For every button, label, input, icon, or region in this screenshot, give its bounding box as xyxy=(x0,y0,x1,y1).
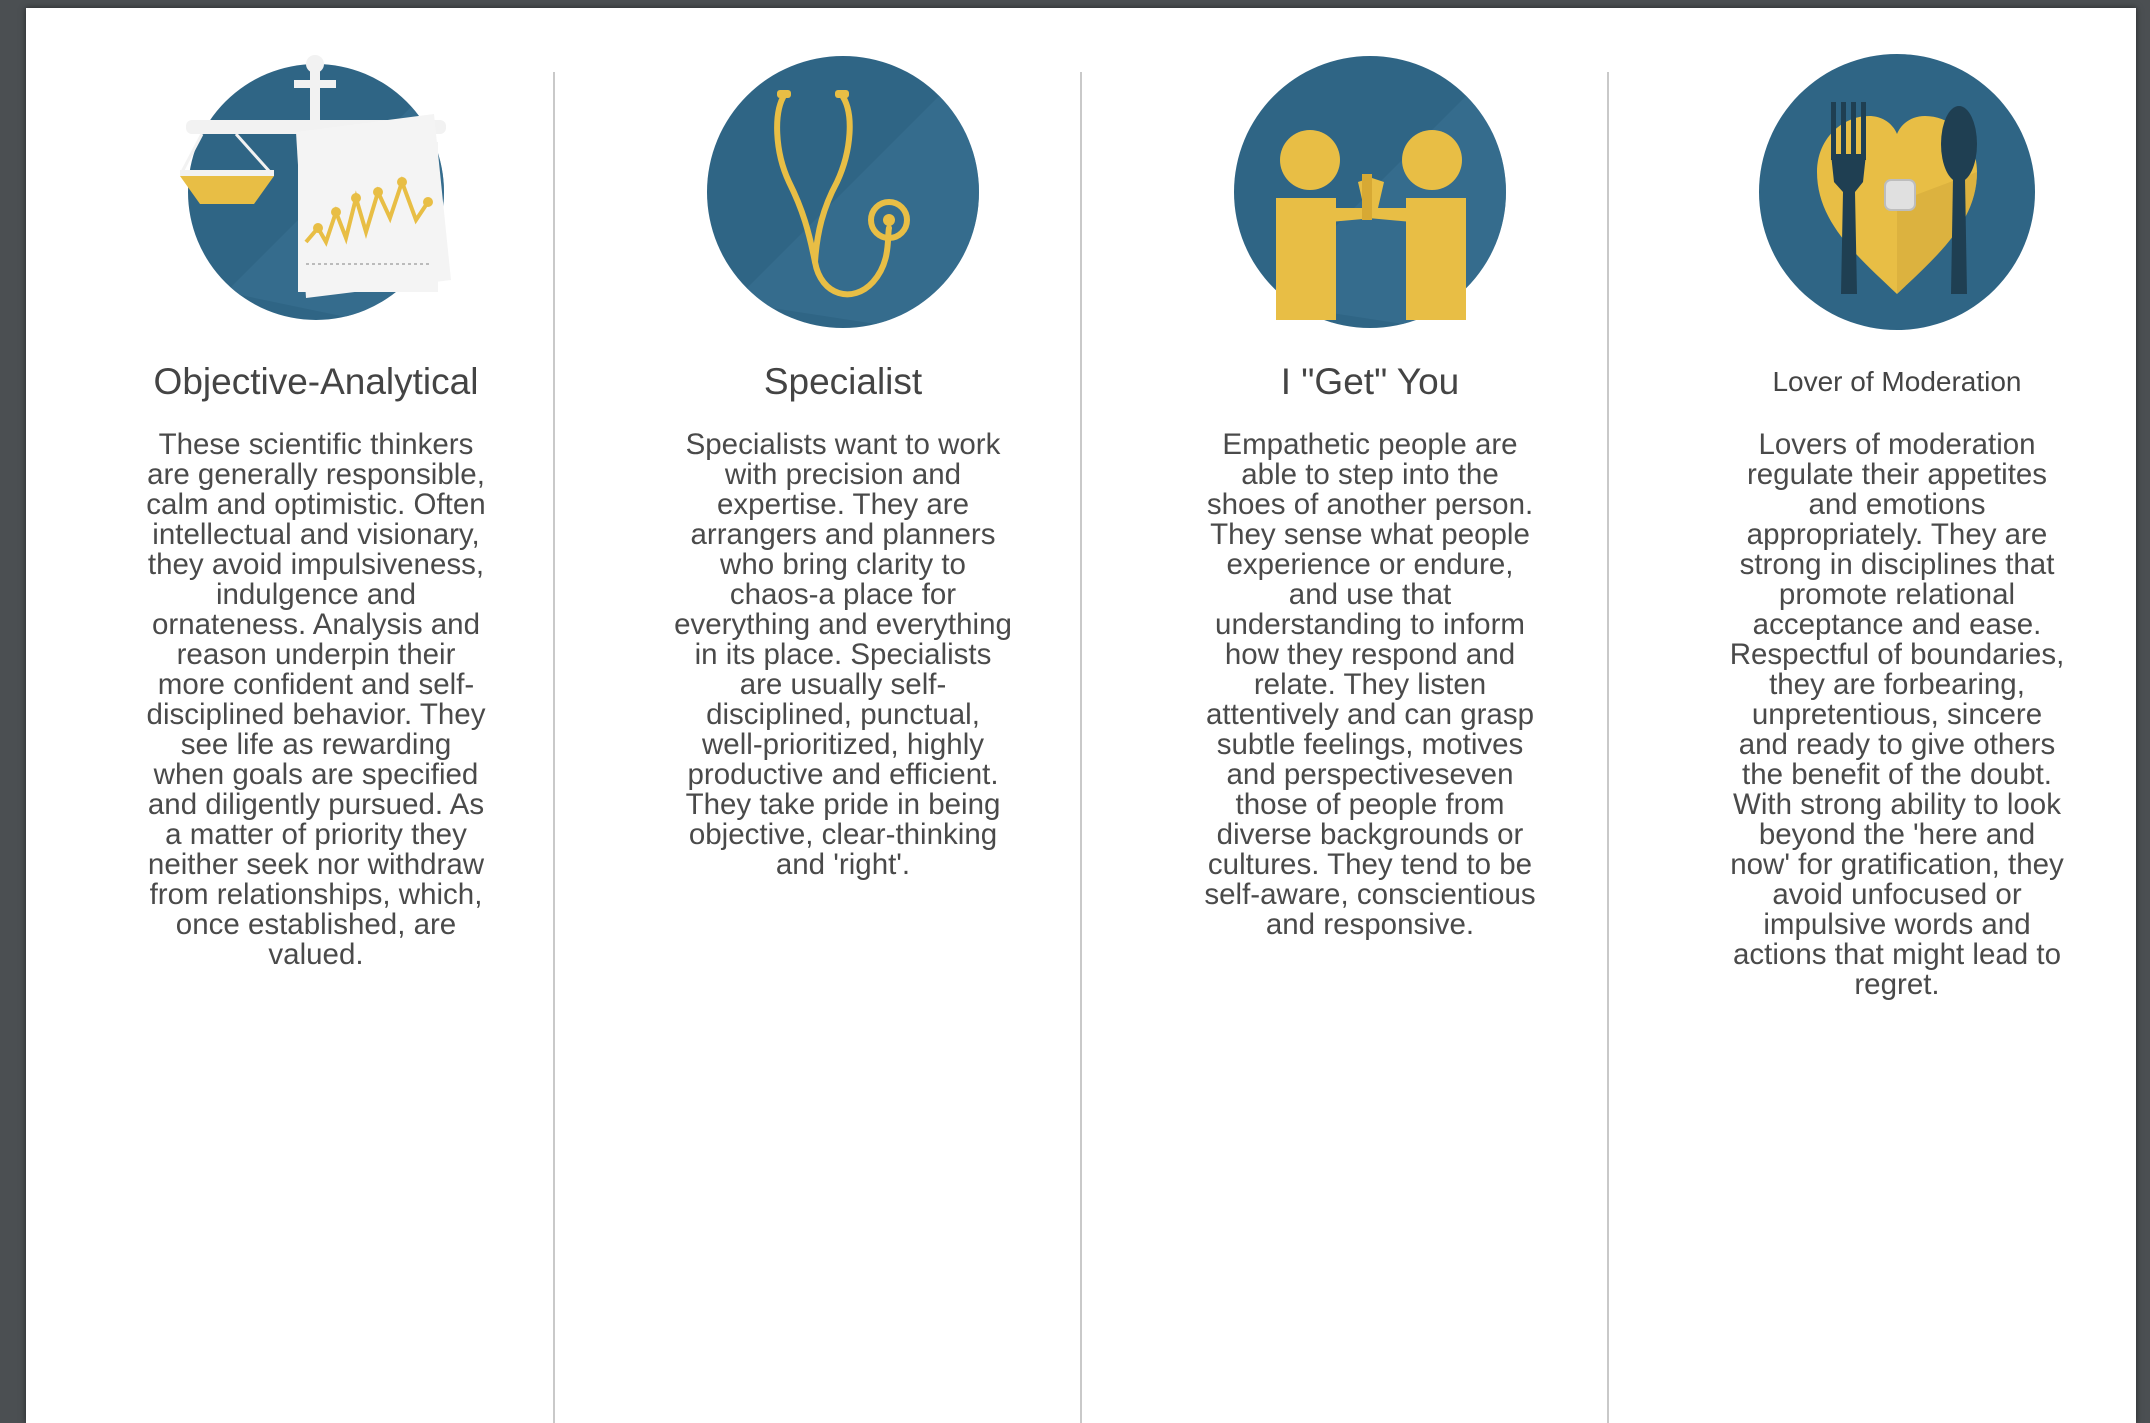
people-high-five-icon xyxy=(1220,42,1520,342)
column-i-get-you xyxy=(1130,8,1610,940)
column-specialist xyxy=(603,8,1083,880)
column-title: I "Get" You xyxy=(1280,361,1460,402)
column-description: Lovers of moderation regulate their appetites and emotions appropriately. They are strong in disciplines that promote relational acceptance and ease. Respectful of boundaries, they are forbearing, unpretentious, sincere and ready to give others the benefit of the doubt. With strong ability to look beyond the 'here and now' for gratification, they avoid unfocused or impulsive words and actions that might lead to regret. xyxy=(1729,428,2065,1001)
column-description: These scientific thinkers are generally responsible, calm and optimistic. Often intellectual and visionary, they avoid impulsiveness, indulgence and ornateness. Analysis and reason underpin their more confident and self-disciplined behavior. They see life as rewarding when goals are specified and diligently pursued. As a matter of priority they neither seek nor withdraw from relationships, which, once established, are valued. xyxy=(146,428,486,971)
scale-chart-icon xyxy=(166,42,466,342)
column-objective-analytical xyxy=(76,8,556,970)
column-description: Specialists want to work with precision and expertise. They are arrangers and planners who bring clarity to chaos-a place for everything and everything in its place. Specialists are usually self-disciplined, punctual, well-prioritized, highly productive and efficient. They take pride in being objective, clear-thinking and 'right'. xyxy=(674,428,1012,881)
column-lover-of-moderation xyxy=(1657,8,2136,1000)
heart-fork-spoon-icon xyxy=(1747,42,2047,342)
column-title: Specialist xyxy=(763,361,923,402)
document-page xyxy=(26,8,2136,1423)
stethoscope-icon xyxy=(693,42,993,342)
column-title: Lover of Moderation xyxy=(1772,366,2022,397)
column-description: Empathetic people are able to step into the shoes of another person. They sense what people experience or endure, and use that understanding to inform how they respond and relate. They listen attentively and can grasp subtle feelings, motives and perspectiveseven those of people from diverse backgrounds or cultures. They tend to be self-aware, conscientious and responsive. xyxy=(1204,428,1536,941)
column-title: Objective-Analytical xyxy=(153,361,479,402)
